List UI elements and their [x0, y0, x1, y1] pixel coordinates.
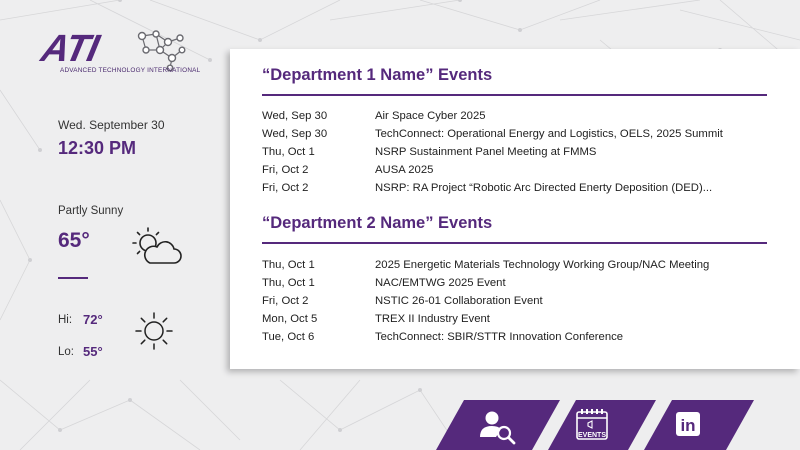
hi-label: Hi:	[58, 314, 73, 326]
event-name: NSRP: RA Project “Robotic Arc Directed Enerty Deposition (DED)...	[375, 182, 713, 194]
section-rule	[262, 94, 767, 96]
section-title-department-2: “Department 2 Name” Events	[262, 214, 493, 232]
ati-logo	[37, 28, 201, 78]
events-button[interactable]	[548, 400, 656, 450]
event-name: NSRP Sustainment Panel Meeting at FMMS	[375, 146, 597, 158]
event-name: NAC/EMTWG 2025 Event	[375, 277, 506, 289]
event-row[interactable]	[262, 259, 772, 277]
lo-label: Lo:	[58, 346, 74, 358]
event-name: TechConnect: Operational Energy and Logistics, OELS, 2025 Summit	[375, 128, 723, 140]
event-date: Wed, Sep 30	[262, 128, 328, 140]
people-search-button[interactable]	[436, 400, 560, 450]
linkedin-icon	[676, 412, 700, 436]
event-date: Fri, Oct 2	[262, 295, 309, 307]
sun-icon	[134, 311, 174, 351]
events-label: EVENTS	[577, 432, 607, 439]
event-row[interactable]	[262, 128, 772, 146]
hi-temperature: 72°	[83, 312, 103, 327]
event-row[interactable]	[262, 110, 772, 128]
logo-subtitle: ADVANCED TECHNOLOGY INTERNATIONAL	[60, 67, 201, 74]
event-row[interactable]	[262, 146, 772, 164]
event-row[interactable]	[262, 295, 772, 313]
event-row[interactable]	[262, 182, 772, 200]
weather-condition: Partly Sunny	[58, 205, 124, 217]
current-temperature: 65°	[58, 229, 90, 252]
event-date: Thu, Oct 1	[262, 259, 315, 271]
molecule-icon	[132, 28, 188, 72]
event-date: Thu, Oct 1	[262, 146, 315, 158]
current-date: Wed. September 30	[58, 118, 165, 132]
event-row[interactable]	[262, 277, 772, 295]
event-date: Fri, Oct 2	[262, 182, 309, 194]
event-date: Mon, Oct 5	[262, 313, 318, 325]
event-name: TREX II Industry Event	[375, 313, 490, 325]
section-title-department-1: “Department 1 Name” Events	[262, 66, 493, 84]
current-time: 12:30 PM	[58, 138, 137, 158]
event-name: Air Space Cyber 2025	[375, 110, 486, 122]
event-name: 2025 Energetic Materials Technology Working Group/NAC Meeting	[375, 259, 710, 271]
lo-temperature: 55°	[83, 344, 103, 359]
event-name: TechConnect: SBIR/STTR Innovation Conference	[375, 331, 624, 343]
event-date: Fri, Oct 2	[262, 164, 309, 176]
event-date: Wed, Sep 30	[262, 110, 328, 122]
partly-cloudy-icon	[128, 225, 182, 267]
linkedin-text: in	[680, 416, 696, 435]
event-date: Tue, Oct 6	[262, 331, 315, 343]
event-row[interactable]	[262, 313, 772, 331]
event-row[interactable]	[262, 331, 772, 349]
event-date: Thu, Oct 1	[262, 277, 315, 289]
event-name: NSTIC 26-01 Collaboration Event	[375, 295, 543, 307]
logo-text: ATI	[37, 28, 102, 70]
event-name: AUSA 2025	[375, 164, 434, 176]
events-panel	[230, 49, 800, 369]
section-rule	[262, 242, 767, 244]
event-row[interactable]	[262, 164, 772, 182]
bottom-nav	[436, 400, 800, 450]
weather-divider	[58, 277, 88, 279]
